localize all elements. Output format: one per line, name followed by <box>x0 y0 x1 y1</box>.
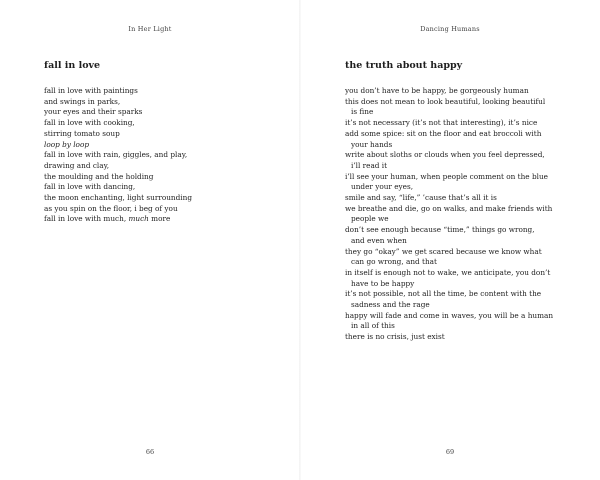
poem-line: happy will fade and come in waves, you will be a human <box>345 310 554 320</box>
poem-line: i’ll read it <box>351 160 388 170</box>
left-poem-body <box>44 86 264 225</box>
poem-line: your hands <box>351 139 393 149</box>
right-page-number: 69 <box>445 448 455 456</box>
right-running-head: Dancing Humans <box>420 25 480 33</box>
poem-line: fall in love with rain, giggles, and play, <box>44 150 188 160</box>
poem-line: have to be happy <box>351 278 415 288</box>
poem-line: fall in love with cooking, <box>44 118 135 128</box>
poem-line: and swings in parks, <box>44 96 121 106</box>
poem-line: write about sloths or clouds when you feel depressed, <box>345 150 545 160</box>
poem-line: add some spice: sit on the floor and eat broccoli with <box>345 128 542 138</box>
poem-line: the moon enchanting, light surrounding <box>44 193 193 203</box>
poem-line: as you spin on the floor, i beg of you <box>44 203 178 213</box>
left-poem-title: fall in love <box>44 60 101 71</box>
poem-line: fall in love with dancing, <box>44 182 136 192</box>
left-running-head: In Her Light <box>128 25 172 33</box>
poem-line: the moulding and the holding <box>44 171 154 181</box>
poem-line: this does not mean to look beautiful, looking beautiful <box>345 96 546 106</box>
poem-line: i’ll see your human, when people comment on the blue <box>345 171 548 181</box>
poem-line: in itself is enough not to wake, we anticipate, you don’t <box>345 267 551 277</box>
poem-line: can go wrong, and that <box>351 257 437 267</box>
poem-line: we breathe and die, go on walks, and make friends with <box>345 203 553 213</box>
poem-line: loop by loop <box>44 139 90 149</box>
poem-line: it’s not necessary (it’s not that interesting), it’s nice <box>345 118 538 128</box>
right-poem-body <box>345 86 595 343</box>
poem-line: there is no crisis, just exist <box>345 332 445 342</box>
poem-line-text-end: more <box>148 214 171 224</box>
right-poem-title: the truth about happy <box>345 60 463 71</box>
poem-line: is fine <box>351 107 374 117</box>
poem-line: drawing and clay, <box>44 160 110 170</box>
poem-line: and even when <box>351 235 407 245</box>
right-page <box>300 0 600 480</box>
poem-line: it’s not possible, not all the time, be content with the <box>345 289 542 299</box>
poem-line: people we <box>351 214 389 224</box>
poem-line: in all of this <box>351 321 395 331</box>
poem-line: fall in love with paintings <box>44 86 138 95</box>
poem-line: you don’t have to be happy, be gorgeously human <box>345 86 529 95</box>
poem-line: under your eyes, <box>351 182 414 192</box>
poem-line: your eyes and their sparks <box>44 107 143 117</box>
poem-line-emphasis: much <box>128 214 149 224</box>
poem-line: don’t see enough because “time,” things go wrong, <box>345 225 535 235</box>
poem-line: stirring tomato soup <box>44 128 120 138</box>
left-page-number: 66 <box>145 448 155 456</box>
poem-line-text: fall in love with much, <box>44 214 129 224</box>
poem-line: sadness and the rage <box>351 300 430 310</box>
poem-line <box>44 214 264 225</box>
poem-line: they go “okay” we get scared because we know what <box>345 246 542 256</box>
poem-line: smile and say, “life,” ’cause that’s all it is <box>345 193 497 203</box>
